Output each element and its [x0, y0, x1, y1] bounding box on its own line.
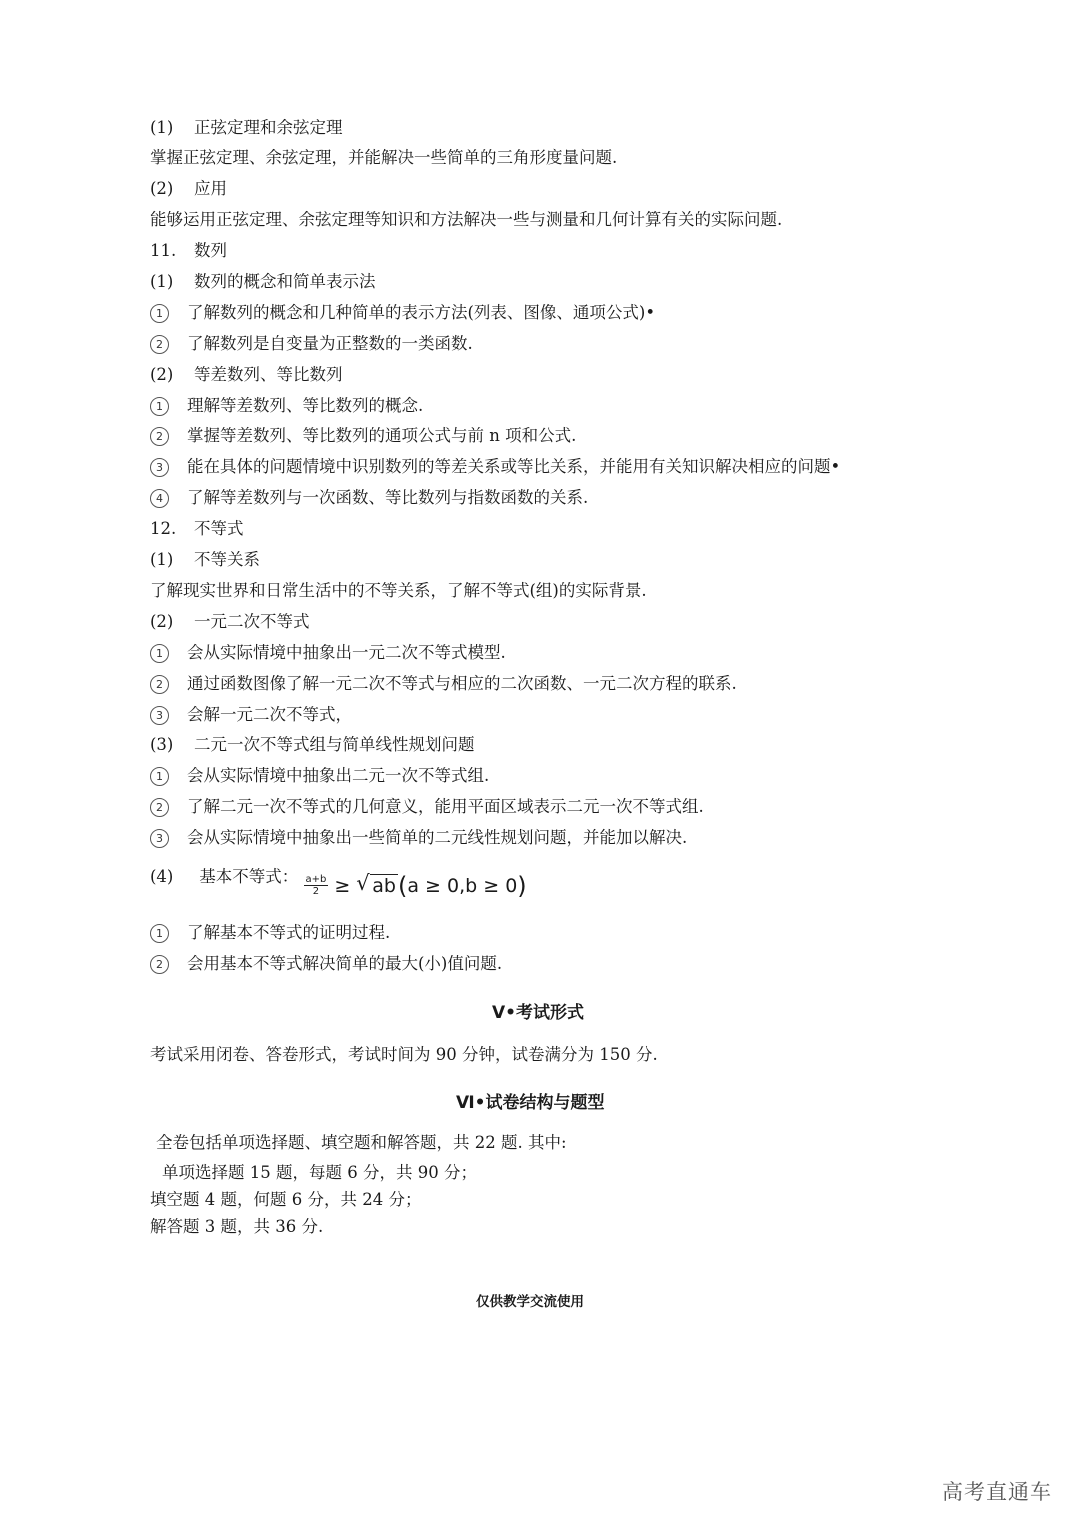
circled-number: 1 — [150, 924, 169, 943]
line-text: 了解现实世界和日常生活中的不等关系，了解不等式(组)的实际背景. — [150, 581, 647, 600]
line-text: 数列的概念和简单表示法 — [194, 272, 376, 291]
line-text: 会解一元二次不等式， — [187, 705, 352, 724]
list-item — [150, 796, 704, 818]
fraction-numerator: a+b — [305, 874, 327, 885]
line-text: 了解等差数列与一次函数、等比数列与指数函数的关系. — [187, 488, 589, 507]
list-item — [150, 673, 737, 695]
line-text: 能在具体的问题情境中识别数列的等差关系或等比关系，并能用有关知识解决相应的问题• — [187, 457, 841, 476]
formula-condition: a ≥ 0,b ≥ 0 — [407, 874, 518, 897]
line-text: 全卷包括单项选择题、填空题和解答题，共 22 题. 其中: — [156, 1133, 567, 1152]
subsection-heading — [150, 734, 475, 756]
circled-number: 2 — [150, 955, 169, 974]
list-item — [150, 953, 502, 975]
line-text: 等差数列、等比数列 — [194, 365, 343, 384]
list-item — [150, 642, 506, 664]
circled-number: 2 — [150, 427, 169, 446]
subsection-heading — [150, 364, 343, 386]
basic-inequality-formula — [304, 871, 527, 900]
line-text: 了解数列是自变量为正整数的一类函数. — [187, 334, 473, 353]
list-item — [150, 333, 473, 355]
paragraph-line — [150, 209, 782, 231]
circled-number: 3 — [150, 458, 169, 477]
line-text: 了解数列的概念和几种简单的表示方法(列表、图像、通项公式)• — [187, 303, 656, 322]
structure-heading: Ⅵ•试卷结构与题型 — [456, 1093, 605, 1113]
circled-number: 2 — [150, 798, 169, 817]
paragraph-line — [150, 1044, 658, 1066]
line-text: 正弦定理和余弦定理 — [194, 118, 343, 137]
line-text: 理解等差数列、等比数列的概念. — [187, 396, 424, 415]
list-item — [150, 704, 352, 726]
line-text: 考试采用闭卷、答卷形式，考试时间为 90 分钟，试卷满分为 150 分. — [150, 1045, 658, 1064]
line-text: 数列 — [194, 241, 227, 260]
list-item — [150, 395, 423, 417]
circled-number: 4 — [150, 489, 169, 508]
sub-marker: (4) — [150, 867, 174, 886]
circled-number: 1 — [150, 397, 169, 416]
line-text: 单项选择题 15 题，每题 6 分，共 90 分； — [162, 1163, 477, 1182]
subsection-heading — [150, 178, 227, 200]
list-item — [150, 456, 840, 478]
line-text: 通过函数图像了解一元二次不等式与相应的二次函数、一元二次方程的联系. — [187, 674, 737, 693]
line-text: 二元一次不等式组与简单线性规划问题 — [194, 735, 475, 754]
open-paren: ( — [398, 871, 408, 900]
geq-sign: ≥ — [334, 874, 351, 897]
sub-marker: (2) — [150, 612, 174, 631]
circled-number: 2 — [150, 335, 169, 354]
paragraph-line — [150, 147, 617, 169]
circled-number: 3 — [150, 829, 169, 848]
line-text: 应用 — [194, 179, 227, 198]
sub-marker: (3) — [150, 735, 174, 754]
line-text: 了解二元一次不等式的几何意义，能用平面区域表示二元一次不等式组. — [187, 797, 704, 816]
paragraph-line — [156, 1132, 567, 1154]
fraction-denominator: 2 — [312, 886, 320, 897]
sub-marker: (1) — [150, 118, 174, 137]
fraction — [304, 874, 329, 897]
section-number: 12. — [150, 519, 177, 538]
line-text: 解答题 3 题，共 36 分. — [150, 1217, 324, 1236]
paragraph-line — [150, 580, 647, 602]
basic-inequality-line — [150, 866, 527, 900]
watermark: 高考直通车 — [942, 1480, 1052, 1504]
exam-form-heading: Ⅴ•考试形式 — [492, 1003, 585, 1023]
line-text: 一元二次不等式 — [194, 612, 310, 631]
sqrt-content: ab — [372, 874, 396, 897]
circled-number: 3 — [150, 706, 169, 725]
list-item — [150, 827, 687, 849]
list-item — [150, 302, 655, 324]
line-text: 掌握正弦定理、余弦定理，并能解决一些简单的三角形度量问题. — [150, 148, 618, 167]
square-root — [356, 875, 398, 897]
circled-number: 2 — [150, 675, 169, 694]
subsection-heading — [150, 611, 310, 633]
footer-note: 仅供教学交流使用 — [476, 1294, 584, 1310]
line-text: 不等关系 — [194, 550, 260, 569]
close-paren: ) — [517, 871, 527, 900]
list-item — [150, 765, 489, 787]
subsection-heading — [150, 271, 376, 293]
list-item — [150, 487, 588, 509]
section-heading — [150, 518, 244, 540]
list-item — [150, 922, 390, 944]
section-heading — [150, 240, 227, 262]
line-text: 不等式 — [194, 519, 244, 538]
paragraph-line — [150, 1216, 323, 1238]
line-text: 能够运用正弦定理、余弦定理等知识和方法解决一些与测量和几何计算有关的实际问题. — [150, 210, 783, 229]
paragraph-line — [150, 1189, 421, 1211]
section-number: 11. — [150, 241, 177, 260]
line-text: 掌握等差数列、等比数列的通项公式与前 n 项和公式. — [187, 426, 577, 445]
line-text: 会从实际情境中抽象出一些简单的二元线性规划问题，并能加以解决. — [187, 828, 688, 847]
subsection-heading — [150, 549, 260, 571]
sub-marker: (2) — [150, 179, 174, 198]
line-text: 会用基本不等式解决简单的最大(小)值问题. — [187, 954, 503, 973]
sub-marker: (2) — [150, 365, 174, 384]
circled-number: 1 — [150, 767, 169, 786]
circled-number: 1 — [150, 644, 169, 663]
sub-marker: (1) — [150, 272, 174, 291]
line-text: 填空题 4 题，何题 6 分，共 24 分； — [150, 1190, 422, 1209]
line-text: 会从实际情境中抽象出一元二次不等式模型. — [187, 643, 506, 662]
sub-marker: (1) — [150, 550, 174, 569]
formula-label: 基本不等式： — [199, 867, 299, 886]
circled-number: 1 — [150, 304, 169, 323]
subsection-heading — [150, 117, 343, 139]
line-text: 了解基本不等式的证明过程. — [187, 923, 391, 942]
line-text: 会从实际情境中抽象出二元一次不等式组. — [187, 766, 490, 785]
paragraph-line — [162, 1162, 477, 1184]
list-item — [150, 425, 576, 447]
